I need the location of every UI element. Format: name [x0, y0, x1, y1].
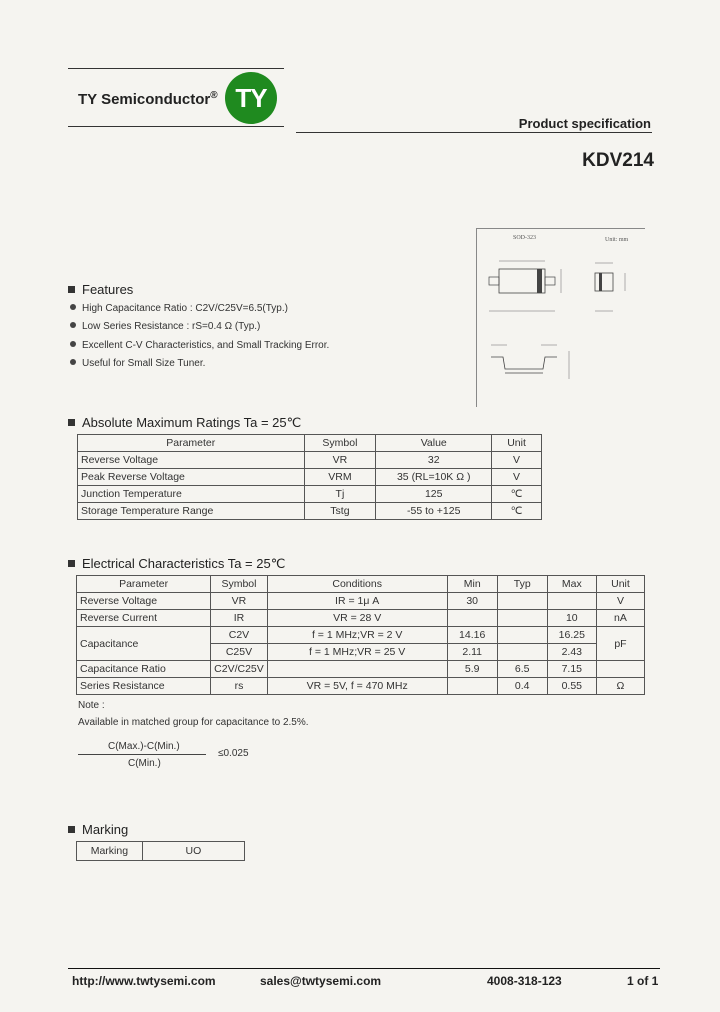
cell: Ω	[596, 678, 644, 695]
abs-max-title: Absolute Maximum Ratings Ta = 25℃	[68, 415, 301, 431]
ty-logo: TY	[225, 72, 277, 124]
formula-limit: ≤0.025	[218, 748, 249, 759]
cell: V	[492, 452, 542, 469]
header-cell: Value	[376, 435, 492, 452]
footer-email[interactable]: sales@twtysemi.com	[260, 974, 382, 988]
cell	[447, 678, 497, 695]
lead-right	[545, 277, 555, 285]
note-label: Note :	[78, 700, 105, 711]
cell: Peak Reverse Voltage	[78, 469, 305, 486]
fraction-bar	[78, 754, 206, 755]
cell: pF	[596, 627, 644, 661]
package-label-left: SOD-323	[513, 235, 537, 241]
header-cell: Symbol	[304, 435, 376, 452]
cell: 35 (RL=10K Ω )	[376, 469, 492, 486]
cell: VR = 28 V	[267, 610, 447, 627]
bullet-icon	[70, 322, 76, 328]
cell: Reverse Voltage	[77, 593, 211, 610]
note-text: Available in matched group for capacitance to 2.5%.	[78, 717, 309, 728]
section-square-icon	[68, 286, 75, 293]
formula-denominator: C(Min.)	[128, 758, 161, 769]
elec-table	[76, 575, 645, 695]
table-row	[78, 452, 542, 469]
cell: 6.5	[497, 661, 547, 678]
header-cell: Min	[447, 576, 497, 593]
abs-max-table	[77, 434, 542, 520]
feature-item: Low Series Resistance : rS=0.4 Ω (Typ.)	[70, 321, 260, 332]
spec-label: Product specification	[518, 116, 651, 131]
cell: 5.9	[447, 661, 497, 678]
formula-numerator: C(Max.)-C(Min.)	[108, 741, 180, 752]
cell	[497, 593, 547, 610]
cell: ℃	[492, 503, 542, 520]
cell: 14.16	[447, 627, 497, 644]
cell: ℃	[492, 486, 542, 503]
feature-item: Excellent C-V Characteristics, and Small Tracking Error.	[70, 340, 329, 351]
table-row	[78, 486, 542, 503]
marking-title: Marking	[68, 822, 128, 837]
cell: Capacitance Ratio	[77, 661, 211, 678]
cell: 7.15	[547, 661, 596, 678]
footer-url[interactable]: http://www.twtysemi.com	[72, 974, 216, 988]
cell: Junction Temperature	[78, 486, 305, 503]
lead-left	[489, 277, 499, 285]
feature-item: High Capacitance Ratio : C2V/C25V=6.5(Typ.)	[70, 303, 288, 314]
header-cell: Symbol	[211, 576, 268, 593]
cell: C2V/C25V	[211, 661, 268, 678]
cell: 0.55	[547, 678, 596, 695]
footer-phone: 4008-318-123	[487, 974, 562, 988]
section-square-icon	[68, 826, 75, 833]
brand-name: TY Semiconductor®	[78, 90, 218, 108]
bullet-icon	[70, 341, 76, 347]
cell: VRM	[304, 469, 376, 486]
package-drawing	[476, 228, 645, 407]
cell: VR	[304, 452, 376, 469]
bullet-icon	[70, 359, 76, 365]
header-cell: Max	[547, 576, 596, 593]
marking-table	[76, 841, 245, 861]
side-band	[599, 273, 602, 291]
header-rule-top	[68, 68, 284, 69]
cathode-band	[537, 269, 542, 293]
footer-rule	[68, 968, 660, 969]
cell: VR	[211, 593, 268, 610]
header-cell: Unit	[492, 435, 542, 452]
table-row	[78, 469, 542, 486]
table-row	[77, 661, 645, 678]
table-row	[77, 627, 645, 644]
features-title: Features	[68, 282, 133, 297]
cell: nA	[596, 610, 644, 627]
cell: Capacitance	[77, 627, 211, 661]
table-row	[77, 678, 645, 695]
cell: 2.11	[447, 644, 497, 661]
header-rule-bottom	[68, 126, 284, 127]
cell: 30	[447, 593, 497, 610]
cell	[497, 627, 547, 644]
spec-rule	[296, 132, 652, 133]
cell	[596, 661, 644, 678]
header-cell: Conditions	[267, 576, 447, 593]
cell: 10	[547, 610, 596, 627]
package-profile	[491, 357, 557, 369]
header-cell: Parameter	[77, 576, 211, 593]
cell	[497, 610, 547, 627]
cell	[267, 661, 447, 678]
cell: 32	[376, 452, 492, 469]
cell: VR = 5V, f = 470 MHz	[267, 678, 447, 695]
cell: Reverse Voltage	[78, 452, 305, 469]
cell: V	[596, 593, 644, 610]
cell: 0.4	[497, 678, 547, 695]
cell: 16.25	[547, 627, 596, 644]
cell: 125	[376, 486, 492, 503]
header-cell: Typ	[497, 576, 547, 593]
package-body-side	[595, 273, 613, 291]
cell: Tstg	[304, 503, 376, 520]
package-label-right: Unit: mm	[605, 237, 629, 243]
cell	[547, 593, 596, 610]
footer-page: 1 of 1	[627, 974, 659, 988]
marking-label: Marking	[77, 842, 143, 861]
cell: f = 1 MHz;VR = 2 V	[267, 627, 447, 644]
table-row	[78, 503, 542, 520]
cell: Storage Temperature Range	[78, 503, 305, 520]
cell: Tj	[304, 486, 376, 503]
cell: IR	[211, 610, 268, 627]
cell: V	[492, 469, 542, 486]
package-outline-svg	[477, 229, 645, 407]
cell: Series Resistance	[77, 678, 211, 695]
cell: rs	[211, 678, 268, 695]
cell	[497, 644, 547, 661]
cell: Reverse Current	[77, 610, 211, 627]
marking-value: UO	[142, 842, 244, 861]
cell	[447, 610, 497, 627]
table-header-row	[78, 435, 542, 452]
section-square-icon	[68, 560, 75, 567]
elec-title: Electrical Characteristics Ta = 25℃	[68, 556, 285, 572]
cell: -55 to +125	[376, 503, 492, 520]
table-row	[77, 593, 645, 610]
table-row	[77, 842, 245, 861]
cell: C2V	[211, 627, 268, 644]
table-row	[77, 610, 645, 627]
feature-item: Useful for Small Size Tuner.	[70, 358, 205, 369]
header-cell: Parameter	[78, 435, 305, 452]
cell: C25V	[211, 644, 268, 661]
cell: 2.43	[547, 644, 596, 661]
bullet-icon	[70, 304, 76, 310]
table-header-row	[77, 576, 645, 593]
cell: IR = 1μ A	[267, 593, 447, 610]
cell: f = 1 MHz;VR = 25 V	[267, 644, 447, 661]
header-cell: Unit	[596, 576, 644, 593]
section-square-icon	[68, 419, 75, 426]
part-number: KDV214	[582, 150, 654, 171]
